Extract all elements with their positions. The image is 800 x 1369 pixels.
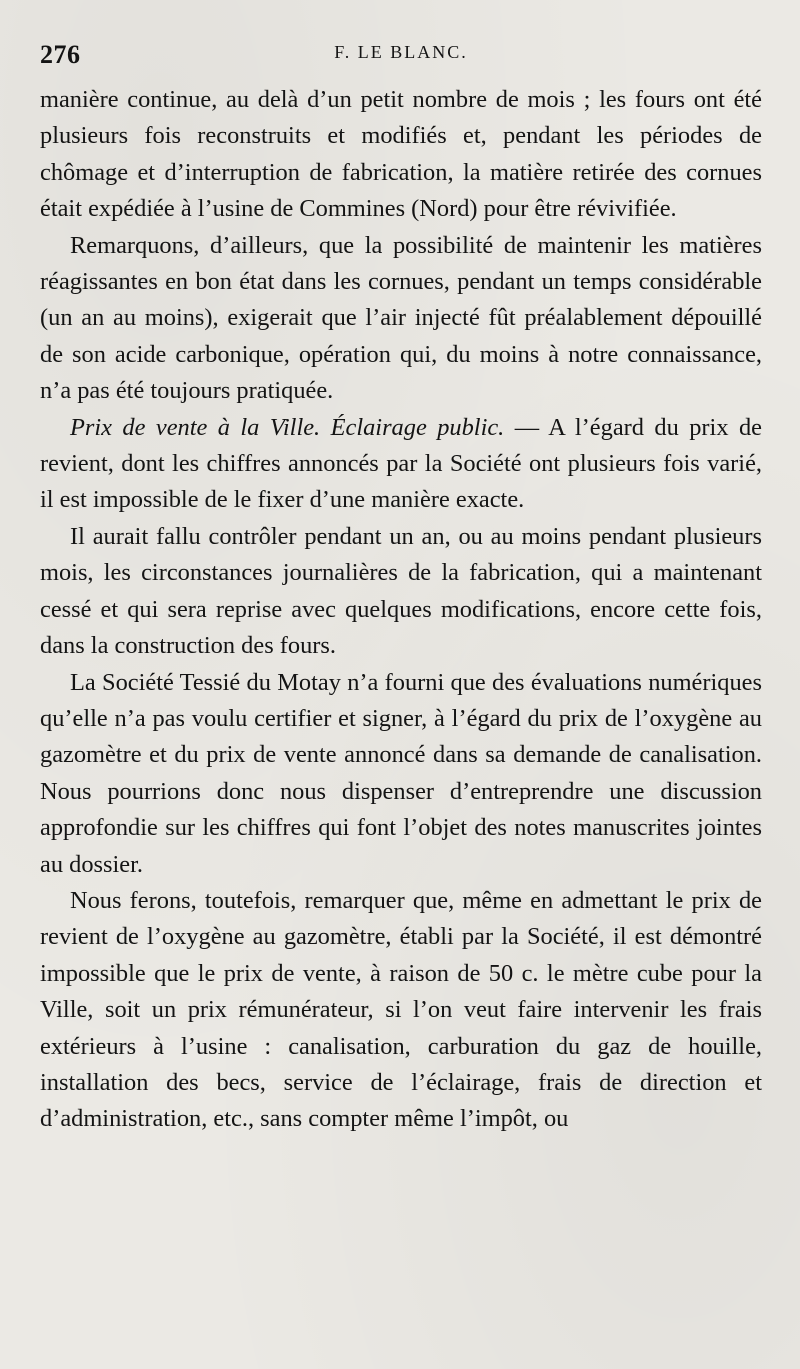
- running-head: [40, 30, 762, 82]
- paragraph-2: Remarquons, d’ailleurs, que la possibilité de maintenir les matières réagissantes en bon état dans les cornues, pendant un temps considérable (un an au moins), exigerait que l’air injecté fût préalablement dépouillé de son acide carbonique, opération qui, du moins à notre connaissance, n’a pas été toujours pratiquée.: [40, 231, 762, 405]
- paragraph-1: manière continue, au delà d’un petit nombre de mois ; les fours ont été plusieurs fois reconstruits et modifiés et, pendant les périodes de chômage et d’interruption de fabrication, la matière retirée des cornues était expédiée à l’usine de Commines (Nord) pour être révivifiée.: [40, 86, 762, 223]
- paragraph-4: Il aurait fallu contrôler pendant un an, ou au moins pendant plusieurs mois, les circonstances journalières de la fabrication, qui a maintenant cessé et qui sera reprise avec quelques modifications, encore cette fois, dans la construction des fours.: [40, 522, 762, 660]
- body-text: [40, 82, 762, 1138]
- running-title: F. LE BLANC.: [334, 42, 468, 62]
- section-heading-italic: Prix de vente à la Ville. Éclairage public.: [70, 413, 505, 441]
- paragraph-3: [40, 410, 762, 519]
- paragraph-6: Nous ferons, toutefois, remarquer que, même en admettant le prix de revient de l’oxygène au gazomètre, établi par la Société, il est démontré impossible que le prix de vente, à raison de 50 c. le mètre cube pour la Ville, soit un prix rémunérateur, si l’on veut faire intervenir les frais extérieurs à l’usine : canalisation, carburation du gaz de houille, installation des becs, service de l’éclairage, frais de direction et d’administration, etc., sans compter même l’impôt, ou: [40, 886, 762, 1133]
- paragraph-5: La Société Tessié du Motay n’a fourni que des évaluations numériques qu’elle n’a pas voulu certifier et signer, à l’égard du prix de l’oxygène au gazomètre et du prix de vente annoncé dans sa demande de canalisation. Nous pourrions donc nous dispenser d’entreprendre une discussion approfondie sur les chiffres qui font l’objet des notes manuscrites jointes au dossier.: [40, 668, 762, 878]
- page-number: 276: [40, 40, 81, 69]
- paragraph-3-text: — A l’égard du prix de revient, dont les chiffres annoncés par la Société ont plusieurs fois varié, il est impossible de le fixer d’une manière exacte.: [40, 413, 762, 514]
